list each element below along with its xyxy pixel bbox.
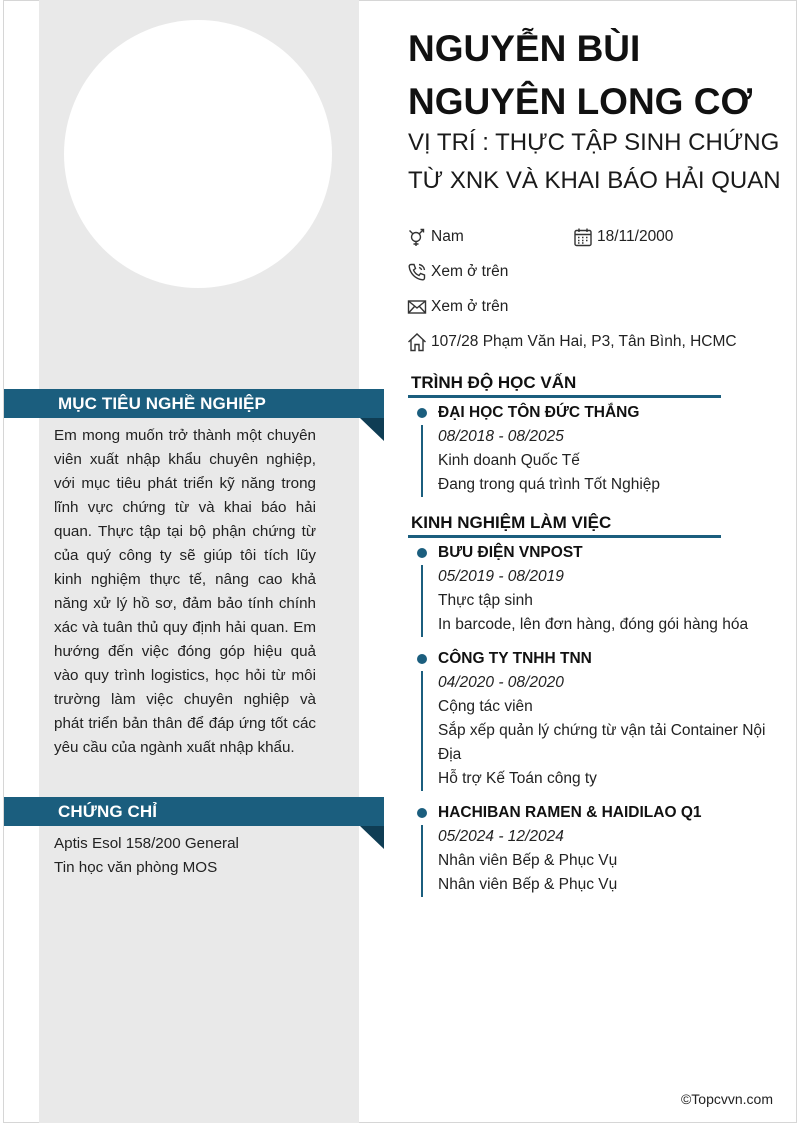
timeline-line <box>421 425 423 497</box>
objective-section-header <box>4 389 384 418</box>
entry-line: Hỗ trợ Kế Toán công ty <box>438 770 597 787</box>
phone-value: Xem ở trên <box>431 263 509 280</box>
timeline-line <box>421 825 423 897</box>
entry-org: BƯU ĐIỆN VNPOST <box>438 544 583 561</box>
birthdate-row <box>573 227 673 247</box>
gender-icon <box>407 227 427 247</box>
section-divider <box>408 535 721 538</box>
ribbon-fold <box>360 418 384 441</box>
ribbon-fold <box>360 826 384 849</box>
timeline-dot <box>417 654 427 664</box>
certificates-section-header <box>4 797 384 826</box>
entry-org: HACHIBAN RAMEN & HAIDILAO Q1 <box>438 804 702 821</box>
entry-org: ĐẠI HỌC TÔN ĐỨC THẮNG <box>438 404 640 421</box>
timeline-dot <box>417 808 427 818</box>
certificates-title: CHỨNG CHỈ <box>58 802 158 821</box>
phone-icon <box>407 262 427 282</box>
entry-line: Kinh doanh Quốc Tế <box>438 452 580 469</box>
entry-line: Thực tập sinh <box>438 592 533 609</box>
section-divider <box>408 395 721 398</box>
timeline-dot <box>417 548 427 558</box>
birthdate-value: 18/11/2000 <box>597 228 674 245</box>
address-row <box>407 332 737 352</box>
timeline-dot <box>417 408 427 418</box>
education-entry <box>410 401 790 497</box>
calendar-icon <box>573 227 593 247</box>
objective-title: MỤC TIÊU NGHỀ NGHIỆP <box>58 394 266 413</box>
experience-entry <box>410 801 790 897</box>
mail-icon <box>407 297 427 317</box>
gender-row <box>407 227 464 247</box>
candidate-name: NGUYỄN BÙI NGUYÊN LONG CƠ <box>408 28 753 122</box>
entry-line: Đang trong quá trình Tốt Nghiệp <box>438 476 661 493</box>
gender-value: Nam <box>431 228 464 245</box>
phone-row <box>407 262 508 282</box>
entry-dates: 05/2024 - 12/2024 <box>438 828 564 845</box>
email-row <box>407 297 508 317</box>
entry-line: Nhân viên Bếp & Phục Vụ <box>438 876 618 893</box>
avatar <box>64 20 332 288</box>
certificates-list <box>54 832 354 880</box>
entry-dates: 04/2020 - 08/2020 <box>438 674 564 691</box>
certificate-item: Aptis Esol 158/200 General <box>54 835 239 852</box>
entry-dates: 05/2019 - 08/2019 <box>438 568 564 585</box>
experience-entry <box>410 647 790 791</box>
home-icon <box>407 332 427 352</box>
education-title: TRÌNH ĐỘ HỌC VẤN <box>411 373 577 392</box>
address-value: 107/28 Phạm Văn Hai, P3, Tân Bình, HCMC <box>431 333 737 350</box>
entry-line: Sắp xếp quản lý chứng từ vận tải Container Nội Địa <box>438 722 766 763</box>
timeline-line <box>421 565 423 637</box>
entry-org: CÔNG TY TNHH TNN <box>438 650 592 667</box>
certificate-item: Tin học văn phòng MOS <box>54 859 218 876</box>
entry-line: Nhân viên Bếp & Phục Vụ <box>438 852 618 869</box>
timeline-line <box>421 671 423 791</box>
experience-entry <box>410 541 790 637</box>
entry-line: Cộng tác viên <box>438 698 533 715</box>
footer-copyright: ©Topcvvn.com <box>680 1091 773 1107</box>
objective-text: Em mong muốn trở thành một chuyên viên xuất nhập khẩu chuyên nghiệp, với mục tiêu phát triển kỹ năng trong lĩnh vực chứng từ và khai báo hải quan. Thực tập tại bộ phận chứng từ của quý công ty sẽ giúp tôi tích lũy kinh nghiệm thực tế, nâng cao khả năng xử lý hồ sơ, đảm bảo tính chính xác và tuân thủ quy định hải quan. Em hướng đến việc đóng góp hiệu quả vào quy trình logistics, học hỏi từ môi trường làm việc chuyên nghiệp và phát triển bản thân để đáp ứng tốt các yêu cầu của ngành xuất nhập khẩu. <box>54 427 316 756</box>
entry-line: In barcode, lên đơn hàng, đóng gói hàng hóa <box>438 616 749 633</box>
position-title: VỊ TRÍ : THỰC TẬP SINH CHỨNG TỪ XNK VÀ KHAI BÁO HẢI QUAN <box>408 129 781 194</box>
entry-dates: 08/2018 - 08/2025 <box>438 428 564 445</box>
email-value: Xem ở trên <box>431 298 509 315</box>
experience-title: KINH NGHIỆM LÀM VIỆC <box>411 513 612 532</box>
